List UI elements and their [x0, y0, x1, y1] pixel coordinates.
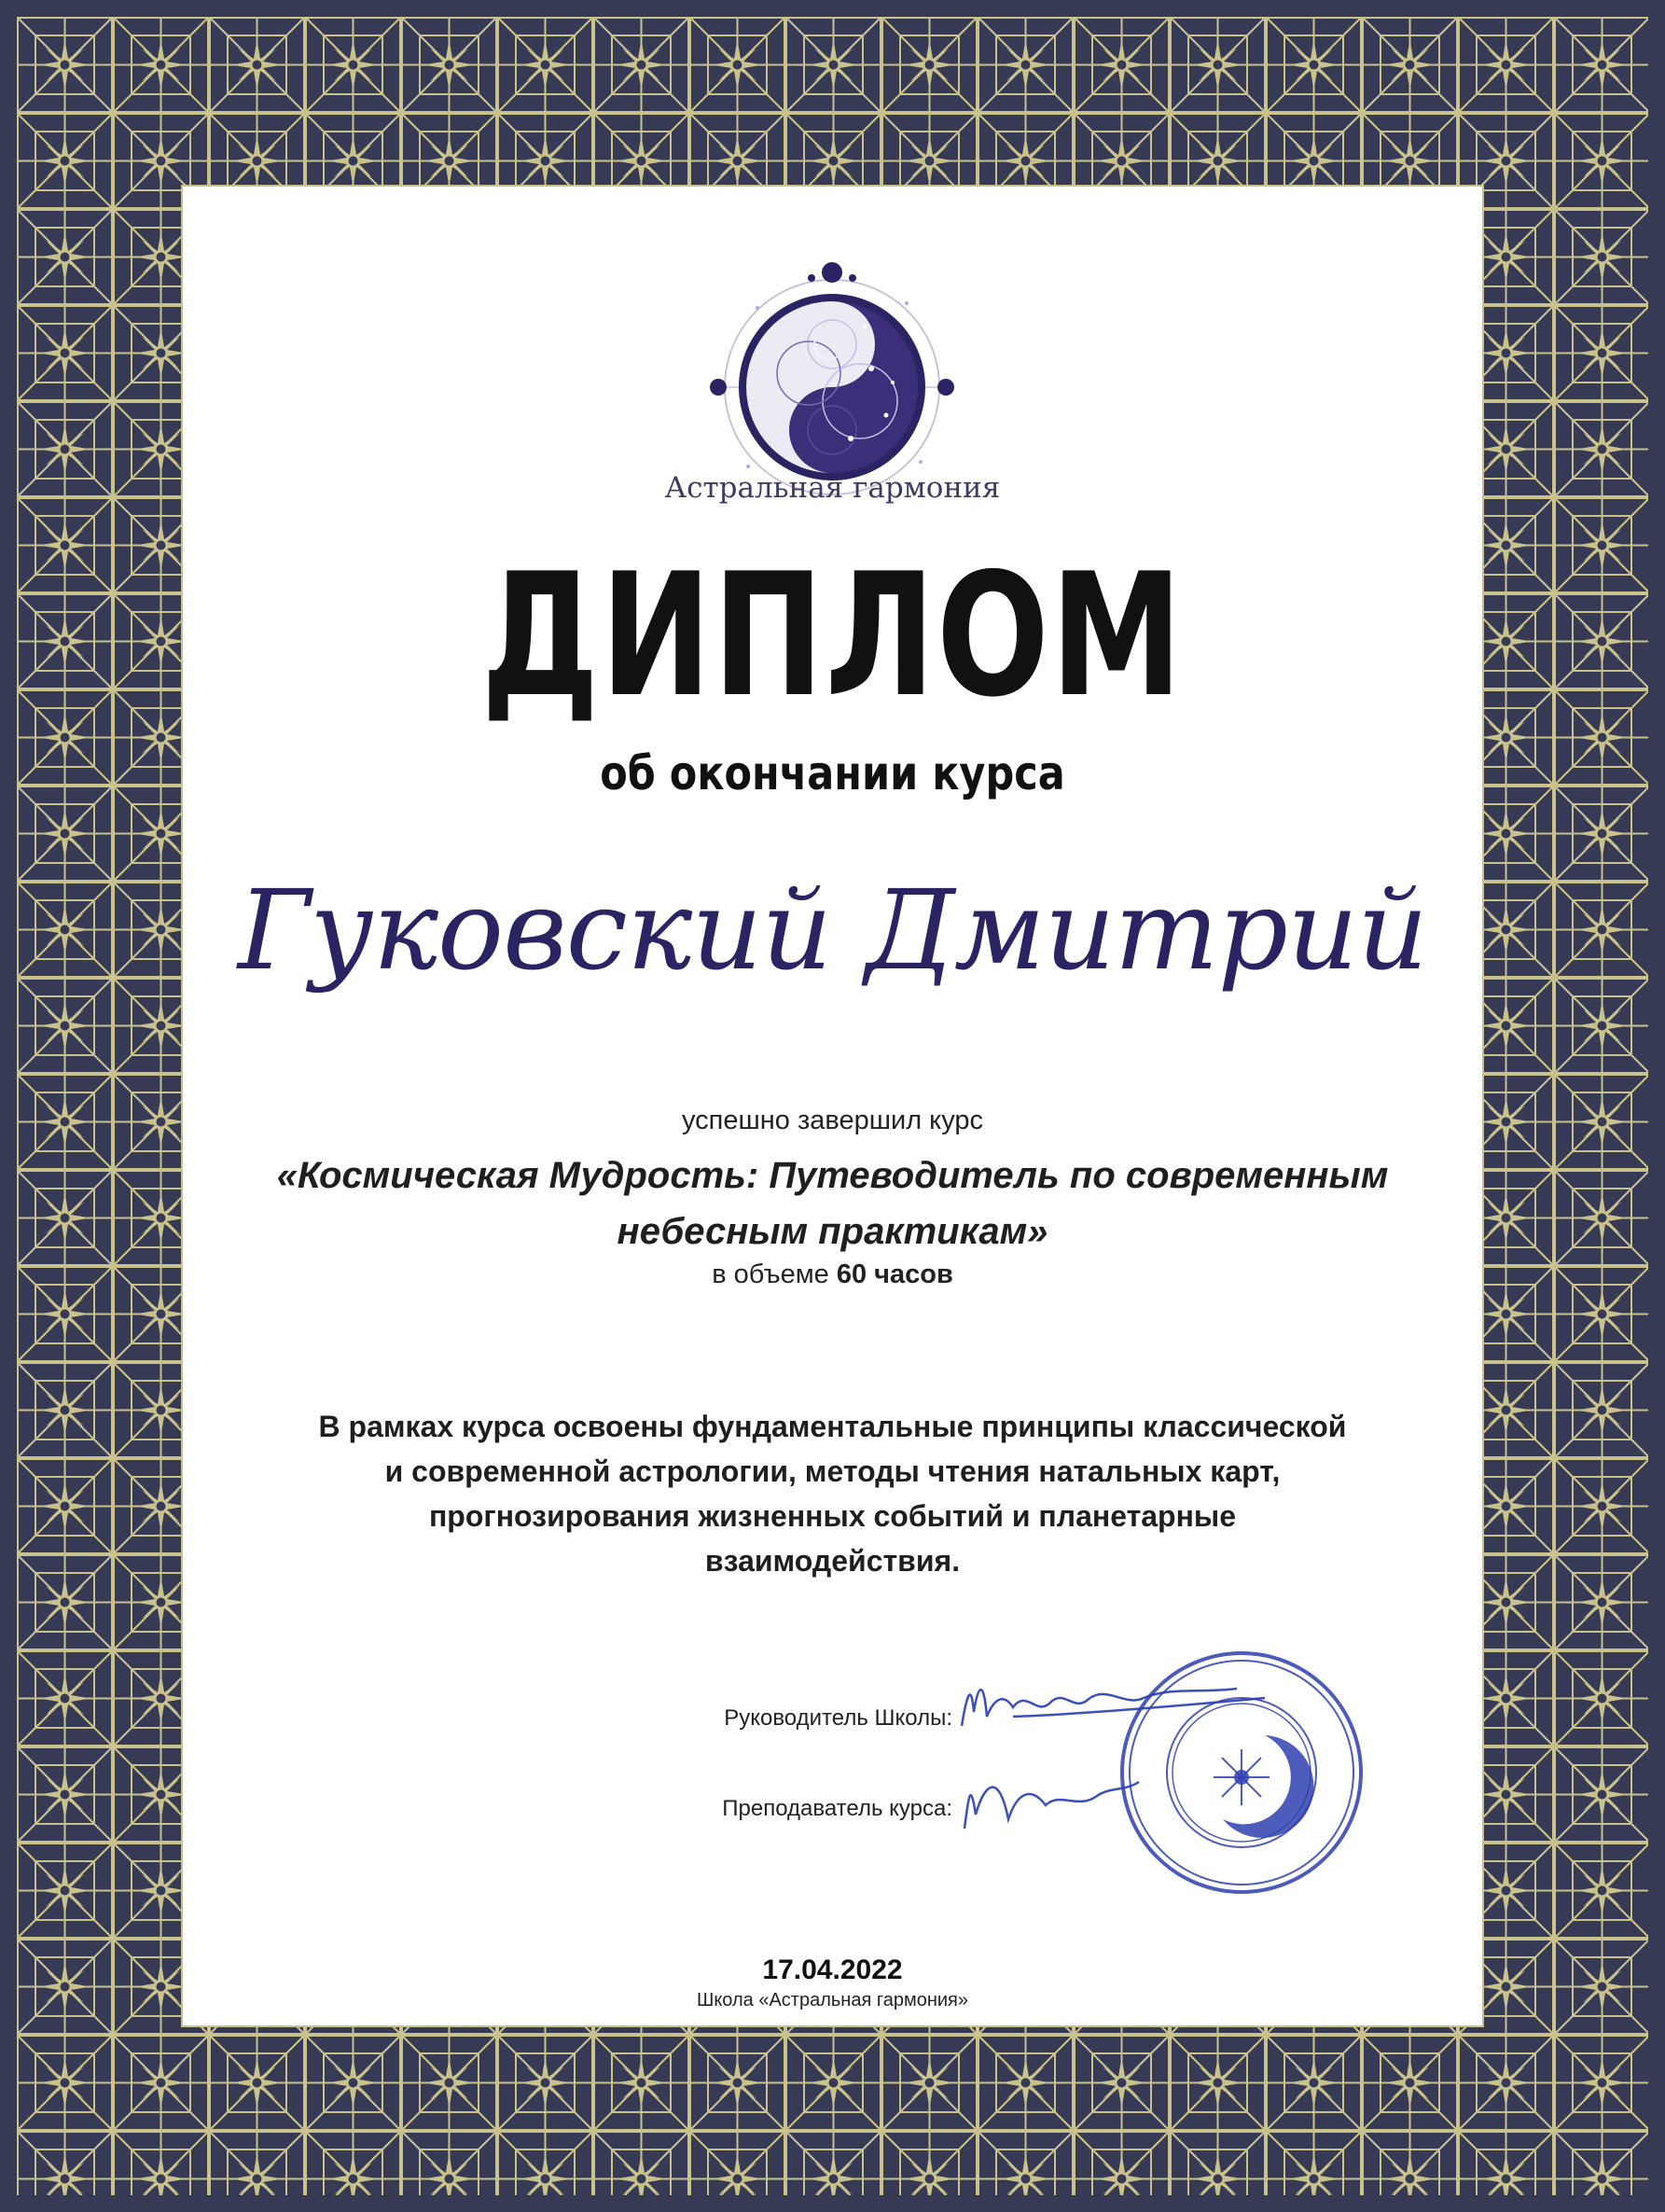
school-name-footer: Школа «Астральная гармония» — [697, 1990, 968, 2010]
course-hours — [183, 1259, 1482, 1290]
school-seal-icon — [1116, 1647, 1367, 1899]
director-signature-label: Руководитель Школы: — [724, 1705, 952, 1731]
issue-date: 17.04.2022 — [762, 1955, 903, 1985]
description-line-4: взаимодействия. — [704, 1544, 961, 1578]
course-description — [267, 1404, 1398, 1583]
teacher-signature-label: Преподаватель курса: — [722, 1796, 952, 1821]
diploma-panel — [183, 187, 1482, 2025]
course-title-line-1: «Космическая Мудрость: Путеводитель по современным — [276, 1155, 1389, 1196]
school-name-logo-text: Астральная гармония — [664, 471, 1001, 505]
hours-value: 60 часов — [836, 1259, 953, 1289]
diploma-subtitle: об окончании курса — [600, 746, 1065, 800]
description-line-2: и современной астрологии, методы чтения натальных карт, — [384, 1454, 1281, 1488]
description-line-3: прогнозирования жизненных событий и планетарные — [428, 1499, 1237, 1533]
diploma-title: ДИПЛОМ — [480, 536, 1185, 734]
description-line-1: В рамках курса освоены фундаментальные принципы классической — [318, 1410, 1347, 1443]
course-title — [239, 1148, 1426, 1259]
course-title-line-2: небесным практикам» — [617, 1211, 1048, 1252]
completed-text: успешно завершил курс — [682, 1106, 983, 1135]
hours-prefix: в объеме — [712, 1259, 829, 1289]
recipient-name: Гуковский Дмитрий — [237, 866, 1427, 995]
